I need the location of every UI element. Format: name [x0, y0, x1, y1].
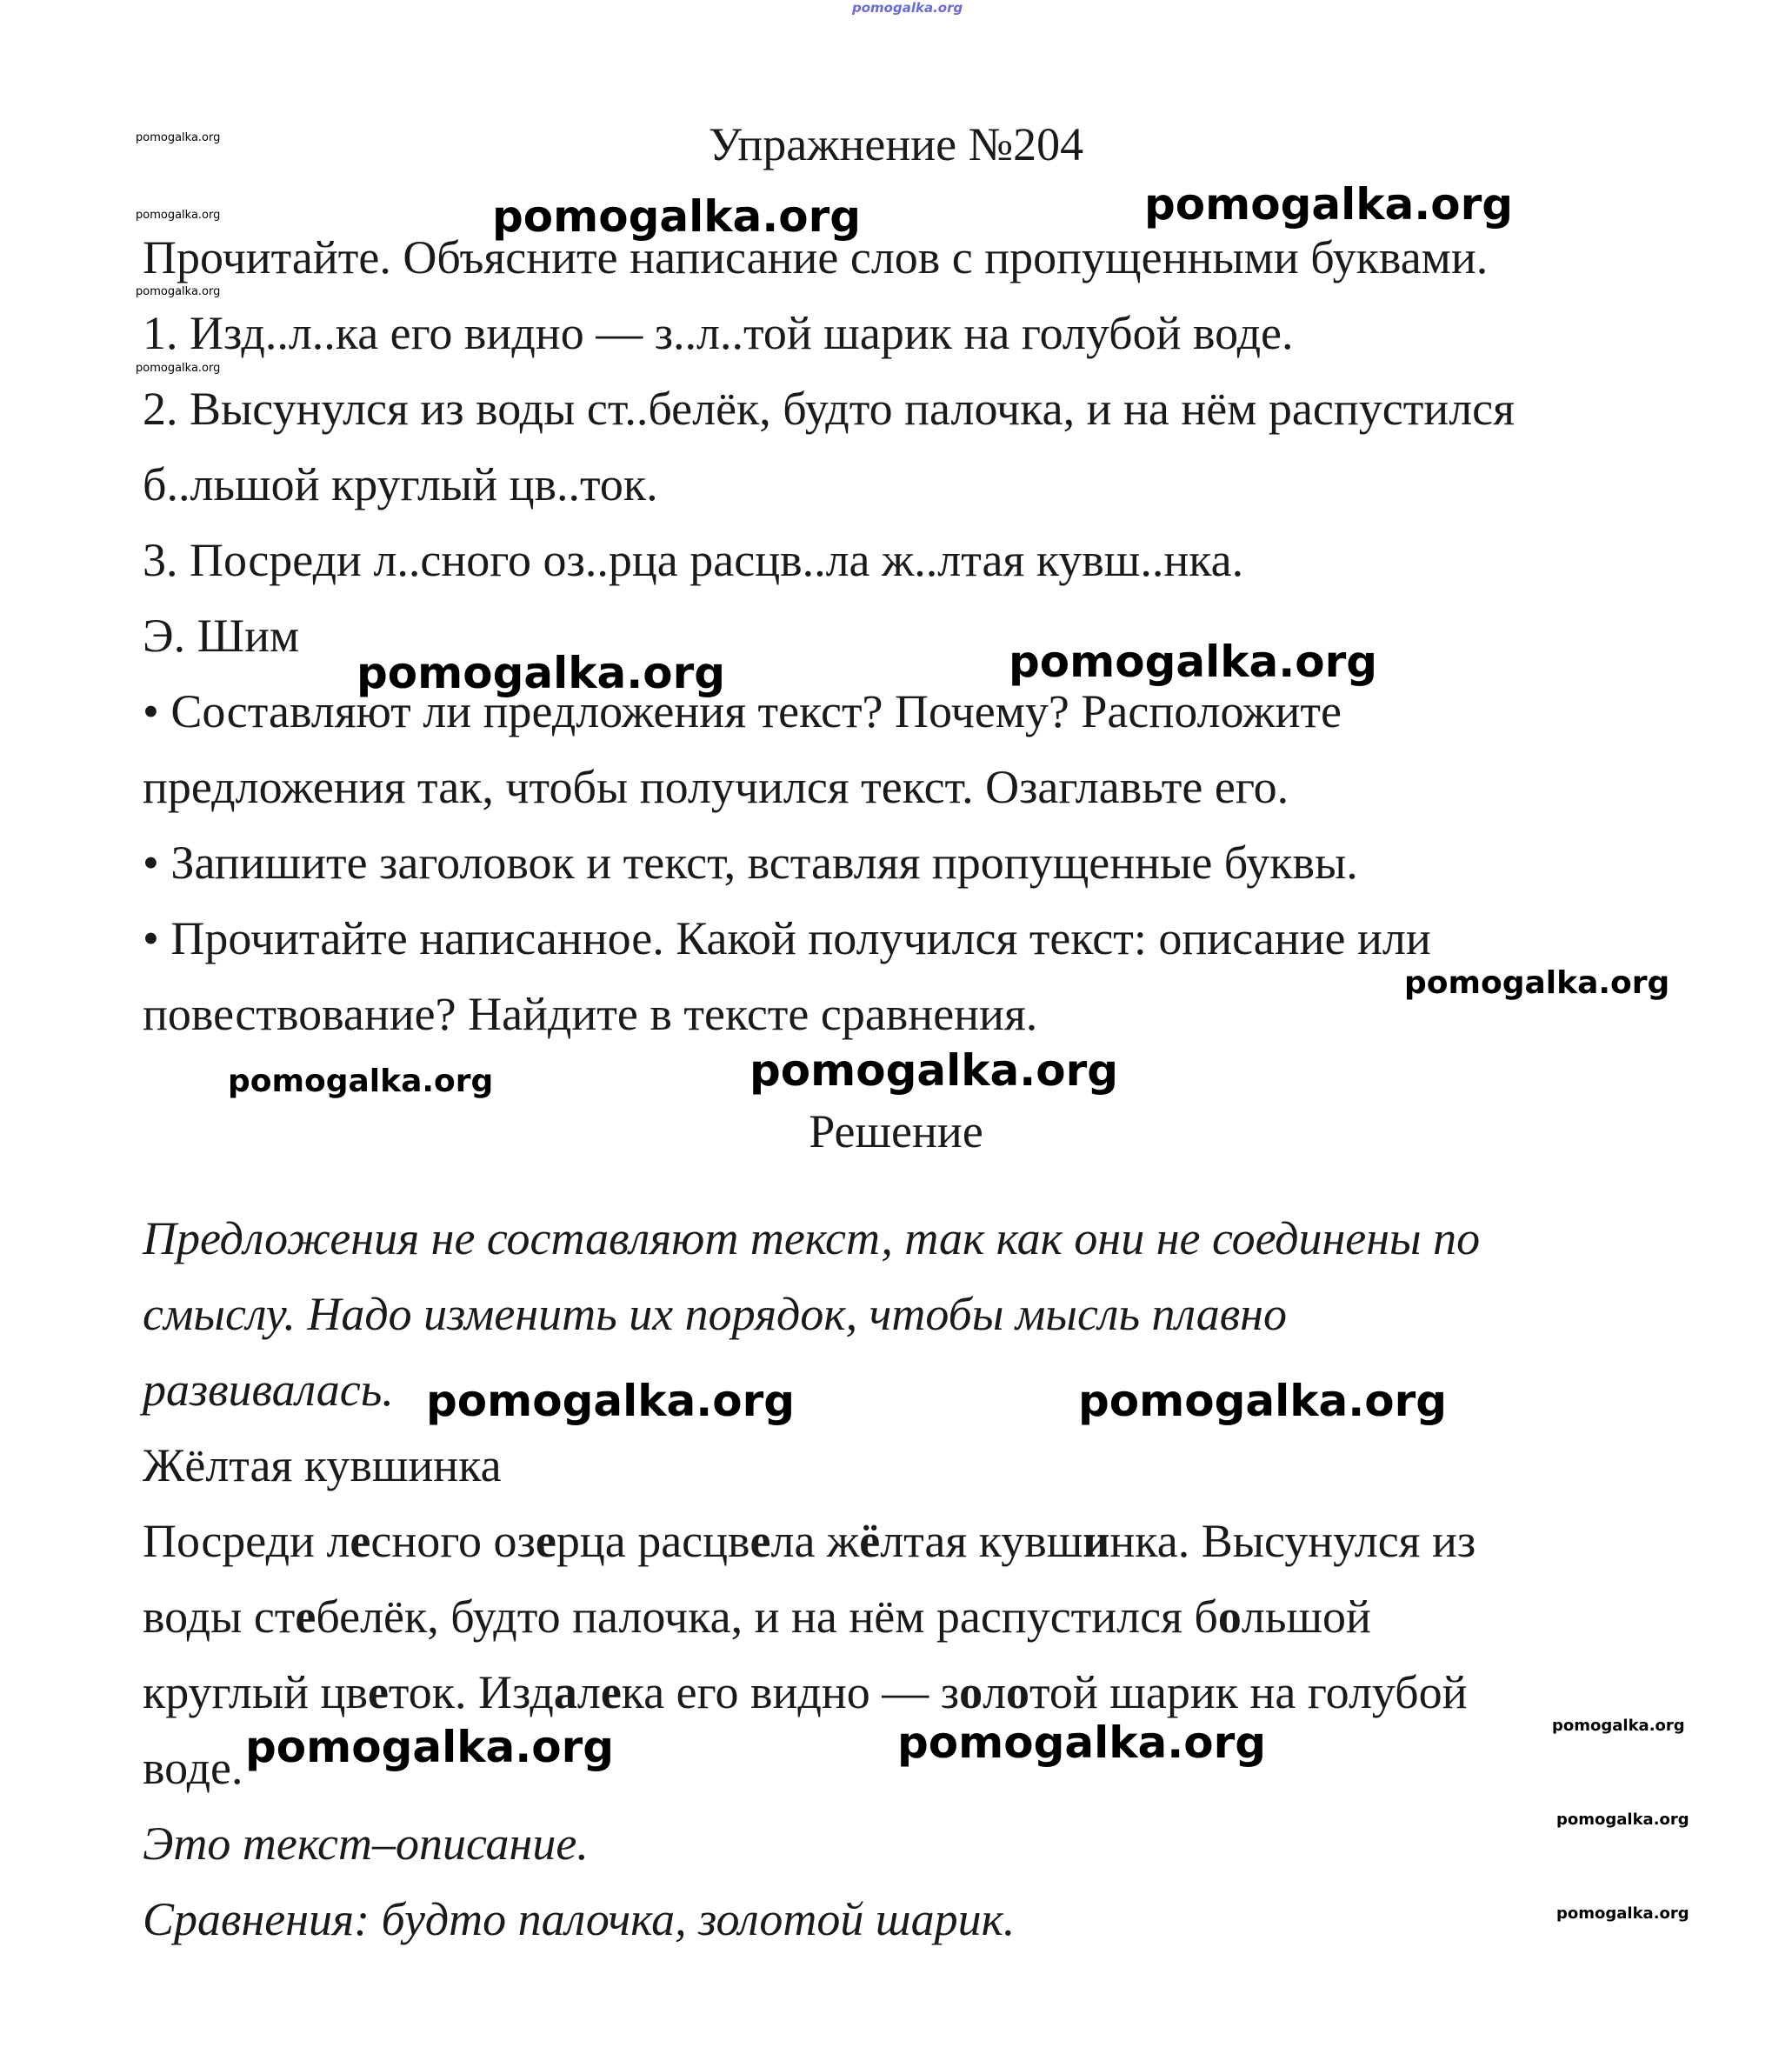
watermark: pomogalka.org: [1078, 1376, 1448, 1426]
task-sentence-3: 3. Посреди л..сного оз..рца расцв..ла ж..лтая кувш..нка.: [143, 534, 1244, 586]
answer-text-fragment: Посреди л: [143, 1515, 350, 1567]
answer-comparisons: Сравнения: будто палочка, золотой шарик.: [143, 1893, 1016, 1945]
answer-text-fragment: рца расцв: [556, 1515, 750, 1567]
inserted-letter: е: [350, 1515, 371, 1567]
answer-text-fragment: лтая кувш: [880, 1515, 1083, 1567]
answer-line-1: [143, 1514, 1476, 1568]
inserted-letter: е: [535, 1515, 556, 1567]
inserted-letter: ё: [859, 1515, 881, 1567]
watermark: pomogalka.org: [228, 1064, 494, 1099]
answer-text-fragment: л: [983, 1666, 1007, 1718]
answer-line-4: воде.: [143, 1742, 243, 1794]
task-sentence-2a: 2. Высунулся из воды ст..белёк, будто палочка, и на нём распустился: [143, 383, 1515, 435]
answer-text-fragment: ка его видно — з: [621, 1666, 960, 1718]
task-sentence-2b: б..льшой круглый цв..ток.: [143, 458, 658, 510]
inserted-letter: е: [295, 1591, 316, 1643]
watermark-top: pomogalka.org: [852, 0, 963, 16]
inserted-letter: и: [1083, 1515, 1110, 1567]
inserted-letter: о: [1217, 1591, 1242, 1643]
answer-conclusion: Это текст–описание.: [143, 1817, 589, 1870]
watermark: pomogalka.org: [1404, 965, 1670, 1001]
answer-text-fragment: сного оз: [370, 1515, 536, 1567]
watermark: pomogalka.org: [1144, 179, 1514, 230]
solution-note-b: смыслу. Надо изменить их порядок, чтобы мысль плавно: [143, 1288, 1287, 1340]
task-question-3a: • Прочитайте написанное. Какой получился текст: описание или: [143, 912, 1431, 964]
page-title: Упражнение №204: [708, 118, 1084, 170]
answer-text-fragment: воды ст: [143, 1591, 296, 1643]
answer-text-fragment: той шарик на голубой: [1029, 1666, 1468, 1718]
answer-text-fragment: льшой: [1241, 1591, 1371, 1643]
answer-text-fragment: ла ж: [770, 1515, 860, 1567]
answer-title: Жёлтая кувшинка: [143, 1439, 502, 1491]
task-sentence-1: 1. Изд..л..ка его видно — з..л..той шарик на голубой воде.: [143, 307, 1294, 359]
task-author: Э. Шим: [143, 610, 300, 662]
watermark: pomogalka.org: [492, 191, 862, 242]
watermark: pomogalka.org: [136, 209, 221, 222]
watermark: pomogalka.org: [356, 648, 726, 698]
watermark: pomogalka.org: [136, 131, 221, 144]
task-question-3b: повествование? Найдите в тексте сравнения.: [143, 988, 1038, 1040]
task-question-2: • Запишите заголовок и текст, вставляя пропущенные буквы.: [143, 837, 1358, 889]
watermark: pomogalka.org: [245, 1722, 615, 1772]
inserted-letter: а: [553, 1666, 577, 1718]
watermark: pomogalka.org: [897, 1717, 1267, 1768]
watermark: pomogalka.org: [426, 1376, 796, 1426]
inserted-letter: о: [1006, 1666, 1030, 1718]
watermark: pomogalka.org: [1556, 1904, 1689, 1923]
watermark: pomogalka.org: [749, 1045, 1119, 1096]
answer-text-fragment: ток. Изд: [388, 1666, 554, 1718]
inserted-letter: е: [749, 1515, 771, 1567]
answer-text-fragment: нка. Высунулся из: [1109, 1515, 1476, 1567]
watermark: pomogalka.org: [136, 362, 221, 375]
answer-line-2: [143, 1590, 1371, 1644]
task-question-1a: • Составляют ли предложения текст? Почему? Расположите: [143, 685, 1342, 737]
answer-line-3: [143, 1665, 1468, 1719]
task-question-1b: предложения так, чтобы получился текст. Озаглавьте его.: [143, 761, 1289, 813]
task-instruction: Прочитайте. Объясните написание слов с пропущенными буквами.: [143, 231, 1489, 283]
solution-heading: Решение: [809, 1105, 983, 1157]
answer-text-fragment: белёк, будто палочка, и на нём распустился б: [316, 1591, 1218, 1643]
inserted-letter: о: [959, 1666, 983, 1718]
solution-note-c: развивалась.: [143, 1364, 394, 1416]
watermark: pomogalka.org: [1552, 1717, 1685, 1735]
solution-note-a: Предложения не составляют текст, так как они не соединены по: [143, 1212, 1481, 1264]
answer-text-fragment: л: [576, 1666, 601, 1718]
inserted-letter: е: [367, 1666, 389, 1718]
watermark: pomogalka.org: [136, 285, 221, 298]
watermark: pomogalka.org: [1556, 1811, 1689, 1829]
answer-text-fragment: круглый цв: [143, 1666, 368, 1718]
watermark: pomogalka.org: [1009, 637, 1378, 687]
inserted-letter: е: [600, 1666, 622, 1718]
